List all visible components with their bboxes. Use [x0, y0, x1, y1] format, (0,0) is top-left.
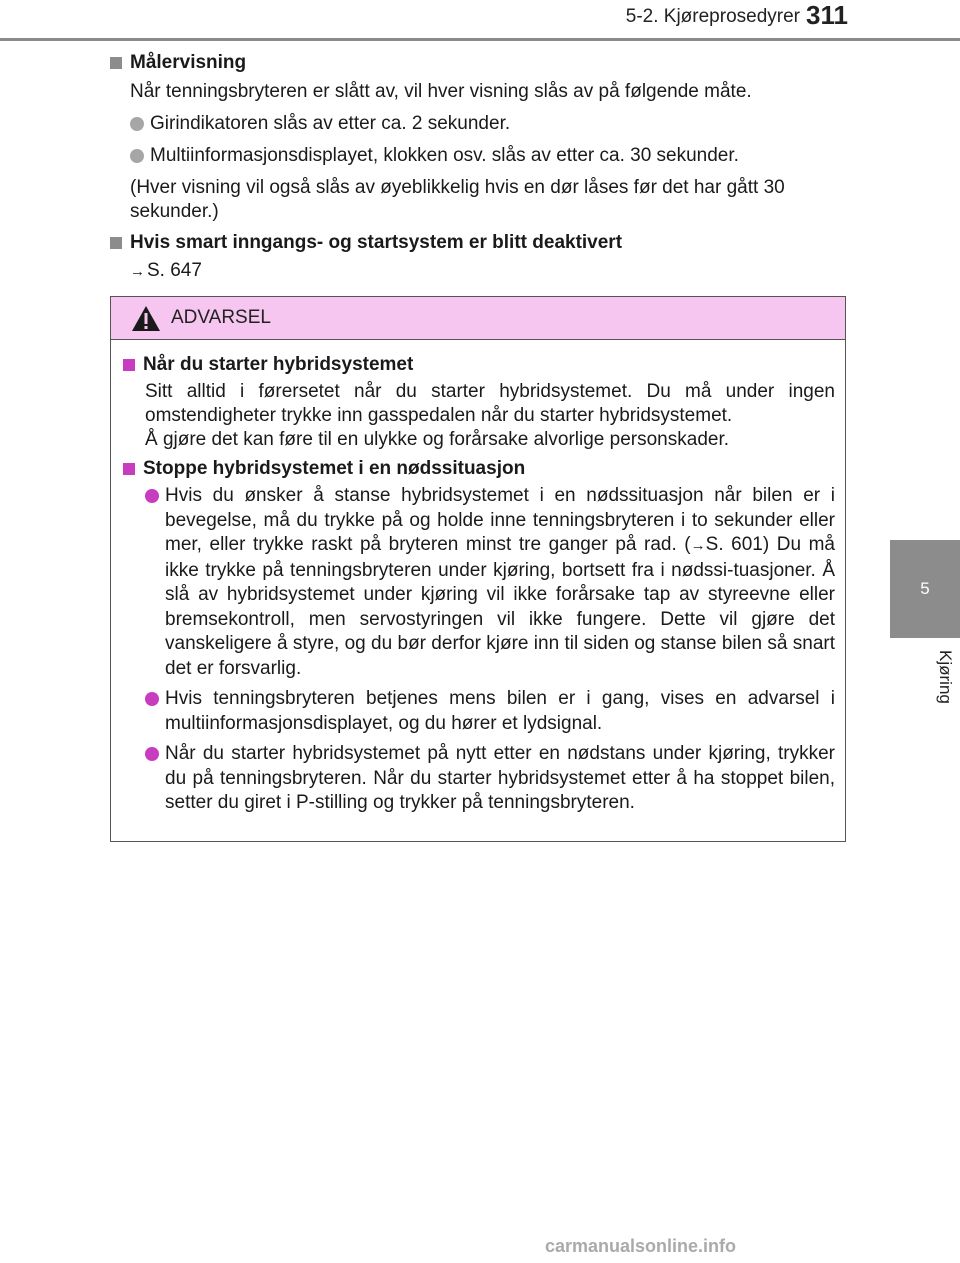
warning-heading-start: Når du starter hybridsystemet	[123, 354, 835, 376]
chapter-tab	[890, 540, 960, 638]
list-item: Girindikatoren slås av etter ca. 2 sekunder.	[130, 112, 850, 136]
page-reference-link[interactable]: → S. 647	[130, 260, 202, 281]
header-rule	[0, 38, 960, 41]
list-item: Multiinformasjonsdisplayet, klokken osv. slås av etter ca. 30 sekunder.	[130, 144, 850, 168]
page-number: 311	[806, 0, 848, 30]
paragraph: (Hver visning vil også slås av øyeblikkelig hvis en dør låses før det har gått 30 sekunder.)	[130, 177, 785, 222]
warning-box	[110, 296, 846, 842]
list-item: Når du starter hybridsystemet på nytt etter en nødstans under kjøring, trykker du på tenningsbryteren. Når du starter hybridsystemet etter å ha stoppet bilen, setter du giret i P-stilling og trykker på tenningsbryteren.	[145, 742, 835, 816]
arrow-right-icon: →	[690, 537, 706, 554]
paragraph: Når tenningsbryteren er slått av, vil hver visning slås av på følgende måte.	[130, 81, 752, 102]
chapter-label: Kjøring	[936, 650, 955, 704]
circle-bullet-icon	[130, 117, 144, 131]
warning-triangle-icon	[131, 305, 161, 332]
warning-heading-emergency: Stoppe hybridsystemet i en nødssituasjon	[123, 458, 835, 480]
list-item: Hvis du ønsker å stanse hybridsystemet i en nødssituasjon når bilen er i bevegelse, må du trykke på og holde inne tenningsbryteren i to sekunder eller mer, eller trykke raskt på bryteren minst tre ganger på rad. (→S. 601) Du må ikke trykke på tenningsbryteren under kjøring, bortsett fra i nødssi-tuasjoner. Å slå av hybridsystemet under kjøring vil ikke forårsake tap av styreevne eller bremsekontroll, men servostyringen vil ikke fungere. Dette vil gjøre det vanskeligere å styre, og du bør derfor kjøre inn til siden og stanse bilen så snart det er forsvarlig.	[145, 484, 835, 681]
circle-bullet-icon	[145, 692, 159, 706]
circle-bullet-icon	[145, 489, 159, 503]
warning-title: ADVARSEL	[171, 307, 271, 328]
square-bullet-icon	[123, 359, 135, 371]
warning-paragraph: Sitt alltid i førersetet når du starter hybridsystemet. Du må under ingen omstendigheter trykke inn gasspedalen når du starter hybridsystemet.	[145, 381, 835, 426]
watermark: carmanualsonline.info	[545, 1236, 737, 1256]
warning-paragraph: Å gjøre det kan føre til en ulykke og forårsake alvorlige personskader.	[145, 429, 730, 450]
warning-body	[111, 340, 845, 816]
circle-bullet-icon	[130, 149, 144, 163]
side-strip	[890, 41, 960, 540]
section-heading-gauges: Målervisning	[110, 52, 850, 74]
arrow-right-icon: →	[130, 262, 145, 280]
square-bullet-icon	[110, 237, 122, 249]
square-bullet-icon	[123, 463, 135, 475]
square-bullet-icon	[110, 57, 122, 69]
main-content	[110, 52, 850, 290]
circle-bullet-icon	[145, 747, 159, 761]
chapter-number: 5	[920, 579, 930, 598]
page-reference-link[interactable]: S. 601)	[705, 534, 770, 555]
section-heading-smart-entry: Hvis smart inngangs- og startsystem er blitt deaktivert	[110, 232, 850, 254]
warning-header	[111, 297, 845, 340]
list-item: Hvis tenningsbryteren betjenes mens bilen er i gang, vises en advarsel i multiinformasjonsdisplayet, og du hører et lydsignal.	[145, 687, 835, 736]
header-section-title: 5-2. Kjøreprosedyrer	[625, 6, 800, 27]
